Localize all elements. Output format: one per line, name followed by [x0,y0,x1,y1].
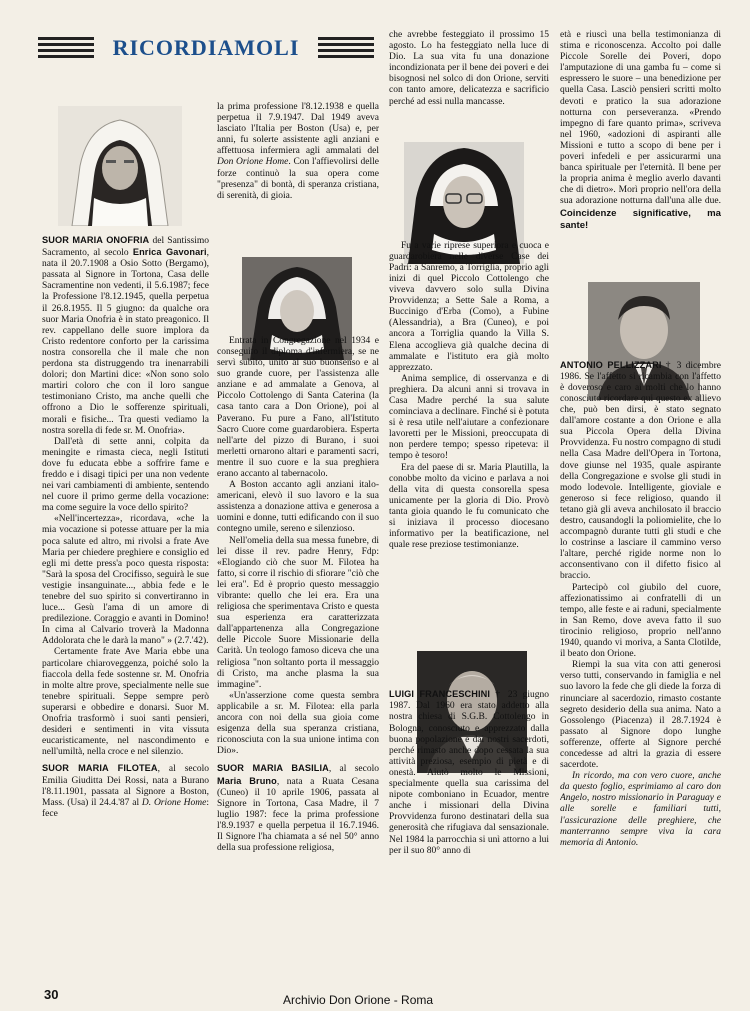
name-luigi-franceschini: LUIGI FRANCESCHINI [389,689,491,700]
obituary-luigi-franceschini: LUIGI FRANCESCHINI † 23 giugno 1987. Dal 1960 era stato addetto alla nostra chiesa di S.G.B. Cottolengo in Bologna, conosciuto e apprezzato dalla buona popolazione e dai nostri sacerdoti, perché rimasto anche dopo cessata la sua attività preziosa, esempio di pietà e di onestà. Aiutò molto le Missioni, specialmente quella sua carissima del nipote comboniano in Ecuador, mentre anche i missionari della Divina Provvidenza furono destinatari della sua generosità che rifugiava dal sensazionale. Nel 1984 la parrocchia si unì attorno a lui per il suo 80° anno di [389,689,549,856]
closing-dedication: In ricordo, ma con vero cuore, anche da questo foglio, esprimiamo al caro don Angelo, nostro missionario in Paraguay e alle sorelle e familiari tutti, l'assicurazione delle preghiere, che manterranno sempre viva la cara memoria di Antonio. [560,771,721,848]
paragraph: Nell'omelia della sua messa funebre, di lei disse il rev. padre Henry, Fdp: «Elogiando ciò che suor M. Filotea ha fatto, si corre il rischio di sfiorare "ciò che lei era". Ed è proprio questo messaggio vibrante: quello che lei era. Era una religiosa che sperimentava Cristo e questa sua esperienza era caratterizzata dall'appartenenza alla Congregazione delle Piccole Suore Missionarie della Carità. Un teologo famoso diceva che una religiosa "non soltanto porta il messaggio di Cristo, ma anche plasma la sua immagine". [217,535,379,690]
section-header [38,34,372,62]
photo-spacer [389,551,549,689]
paragraph: Anima semplice, di osservanza e di preghiera. Da alcuni anni si trovava in Casa Madre perché la sua salute cominciava a declinare. Finché si è potuta si è resa utile nell'aiutare a confezionare lavoretti per le Missioni, preoccupata di non perdere tempo; spesso ripeteva: il tempo è tesoro! [389,373,549,462]
paragraph: «Un'asserzione come questa sembra applicabile a sr. M. Filotea: ella parla ancora con noi della sua gioia come esigenza della sua speranza cristiana, riconosciuta con la sua unione intima con Dio». [217,690,379,757]
photo-spacer [389,108,549,241]
page-number: 30 [44,987,59,1002]
obituary-antonio-pellizzari: ANTONIO PELLIZZARI † 3 dicembre 1986. Se l'affetto si ricambia con l'affetto è doveroso e caro ai molti che lo hanno conosciuto ricordare qui questo ex allievo che, può ben dirsi, è stato segnato dall'amore costante a don Orione e alla sua Piccola Opera della Divina Provvidenza. Fu nostro compagno di studi nella Casa Madre dell'Opera in Tortona, dove giunse nel 1935, quale aspirante della Congregazione e svolse gli studi in modo lodevole. Intelligente, gioviale e generoso si fece religioso, quando il tetano già gli aveva anchilosato il braccio destro, causandogli la poliomielite, che lo accompagnò durante tutti gli studi e che lo costrinse a lasciare il cammino verso l'altare, perché rigide norme non lo acconsentivano con il difetto fisico al braccio. [560,359,721,582]
paragraph: Era del paese di sr. Maria Plautilla, la conobbe molto da vicino e parlava a noi della vita di questa consorella spesa unicamente per la gloria di Dio. Provò tanta gioia quando le fu comunicato che si iniziava il processo diocesano informativo per la beatificazione, nel quale rese preziose testimonianze. [389,462,549,551]
column-4 [560,30,721,980]
secular-name: Maria Bruno [217,775,277,786]
paragraph: Riempì la sua vita con atti generosi verso tutti, conservando in famiglia e nel suo lavoro la fede che gli diede la forza di rinunciare al sacerdozio, rimasto costante segreto desiderio della sua anima. Nato a Gossolengo (Piacenza) il 28.7.1924 è passato al Signore dopo lunghe sofferenze, offerte al Signore perché concedesse ad altri la grazia di essere sacerdote. [560,660,721,771]
paragraph: Partecipò col giubilo del cuore, affezionatissimo ai confratelli di un tempo, alle feste e ai raduni, specialmente in San Remo, dove aveva fatto il suo tirocinio religioso, proprio nell'anno 1940, quando vi moriva, a Santa Clotilde, il beato don Orione. [560,582,721,660]
paragraph: A Boston accanto agli anziani italo-americani, elevò il suo lavoro e la sua assistenza a donazione attiva e generosa a uomini e donne, tutti edificando con il suo contegno umile, sereno e silenzioso. [217,480,379,535]
column-3 [389,30,549,980]
paragraph: Entrata in Congregazione nel 1934 e conseguito il diploma d'infermiera, se ne servì subito, unito al suo buonsenso e al suo grande cuore, per l'assistenza alle anziane e ad ammalate a Genova, al Piccolo Cottolengo di Santa Caterina (la casa tanto cara a Don Orione), poi al Paverano. Fu pure a Fano, all'Istituto Sacro Cuore come guardarobiera. Esperta nell'arte del pizzo di Burano, i suoi merletti ornarono altari e paramenti sacri, mentre il suo cuore e la sua preghiera erano accanto al tabernacolo. [217,335,379,479]
paragraph: «Nell'incertezza», ricordava, «che la mia vocazione si potesse attuare per la mia poca salute ed altro, mi rivolsi a frate Ave Maria per chiedere preghiere e consiglio ed egli mi dette press'a poco questa risposta: "Sarà la sposa del Crocifisso, seguirà le sue vestigie insanguinate..., abbia fede e le tenebre del suo spirito si convertiranno in luce... Gesù l'ama di un amore di predilezione. Coraggio e avanti in Domino! In cima al Calvario troverà la Madonna Addolorata che le darà la mano" » (2.7.'42). [42,514,209,647]
header-rule-left [38,37,94,59]
secular-name: Enrica Gavonari [132,247,207,258]
paragraph: Fu a varie riprese superiora e cuoca e guardarobiera nelle diverse Case dei Padri: a Sanremo, a Torriglia, proprio agli inizi di quel Piccolo Cottolengo che viveva davvero solo sulla Divina Provvidenza; a Sette Sale a Roma, a Buccinigo d'Erba (Como), a Fubine (Alessandria), a Bra (Cuneo), e poi ancora a Torriglia quando la Villa S. Elena accoglieva già qualche decina di ammalate e l'istituto era già molto apprezzato. [389,240,549,373]
paragraph: la prima professione l'8.12.1938 e quella perpetua il 7.9.1947. Dal 1949 aveva lasciato l'Italia per Boston (Usa) e, per anni, fu solerte assistente agli anziani e affettuosa infermiera agli ammalati del Don Orione Home. Con l'affievolirsi delle forze continuò la sua opera come "presenza" di bontà, di speranza cristiana, di serenità, di gioia. [217,102,379,201]
header-rule-right [318,37,374,59]
paragraph: Certamente frate Ave Maria ebbe una particolare chiaroveggenza, poiché solo la fiaccola della fede sostenne sr. M. Onofria in molte altre prove, specialmente nelle sue tenebre spirituali. Seppe sempre però superarsi e obbedire e donarsi. Suor M. Onofria trasformò i suoi santi pensieri, desideri e sentimenti in vita vissuta eucaristicamente, nel nascondimento e nell'umiltà, nella croce e nel silenzio. [42,647,209,758]
column-1 [42,235,209,980]
name-suor-maria-basilia: SUOR MARIA BASILIA [217,763,329,774]
archive-footer: Archivio Don Orione - Roma [283,993,434,1007]
section-title: RICORDIAMOLI [112,35,300,60]
obituary-suor-maria-onofria: SUOR MARIA ONOFRIA del Santissimo Sacramento, al secolo Enrica Gavonari, nata il 20.7.1908 a Osio Sotto (Bergamo), passata al Signore in Tortona, Casa delle Sacramentine non vedenti, il 5.6.1987; fece la Professione l'8.12.1945, quella perpetua il 26.8.1955. Il 5 giugno: da qualche ora suor Maria Onofria è in stato preagonico. Il rev. cappellano delle suore implora da Cristo redentore conforto per la carissima nostra consorella che il male che non perdona sta distruggendo tra inenarrabili dolori; don Martini dice: «Non sono solo martiri coloro che con il loro sangue testimoniano Cristo, ma anche quelli che offrono a Dio le sofferenze spirituali, morali e fisiche... Tra questi vediamo la nostra sorella di fede sr. M. Onofria». [42,235,209,436]
photo-spacer [560,232,721,360]
photo-spacer [217,202,379,336]
name-antonio-pellizzari: ANTONIO PELLIZZARI [560,359,662,370]
photo-suor-maria-onofria [58,106,182,226]
name-suor-maria-onofria: SUOR MARIA ONOFRIA [42,235,150,245]
paragraph: Dall'età di sette anni, colpita da meningite e rimasta cieca, negli Istituti dove fu educata ebbe a soffrire fame e freddo e i disagi tipici per una non vedente nei vari cambiamenti di ambiente, sentendo nel cuore il primo germe della vocazione: ma come seguire la voce dello spirito? [42,436,209,514]
column-2 [217,102,379,982]
obituary-suor-maria-filotea: SUOR MARIA FILOTEA, al secolo Emilia Giuditta Dei Rossi, nata a Burano l'8.11.1901, passata al Signore a Boston, Mass. (Usa) il 24.4.'87 al D. Orione Home: fece [42,763,209,819]
paragraph: età e riuscì una bella testimonianza di stima e riconoscenza. Accolto poi dalle Piccole Sorelle dei Poveri, dopo l'amputazione di una gamba fu – come si espressero le suore – una benedizione per quella Casa. Lasciò pensieri scritti molto devoti e pratico la sua adorazione notturna con perseveranza. «Prendo impegno di fare quanto prima», scriveva nel 1960, «adozioni di aspiranti alle Missioni e tutto a scopo di bene per i poveri infedeli e per assicurarmi una banca spirituale per l'eternità. Il bene per la propria anima è meglio averlo davanti che di dietro». Morì proprio nell'ora della sua adorazione notturna dall'una alle due. Coincidenze significative, ma sante! [560,30,721,231]
obituary-suor-maria-basilia: SUOR MARIA BASILIA, al secolo Maria Bruno, nata a Ruata Cesana (Cuneo) il 10 aprile 1906, passata al Signore in Tortona, Casa Madre, il 7 luglio 1987: fece la prima professione l'8.9.1937 e quella perpetua il 16.7.1946. Il Signore l'ha chiamata a sé nel 50° anno della sua professione religiosa, [217,763,379,854]
paragraph: che avrebbe festeggiato il prossimo 15 agosto. Lo ha festeggiato nella luce di Dio. La sua vita fu una donazione incondizionata per il bene dei poveri e dei bisognosi nel solco di don Orione, serviti con tanto amore, delicatezza e sacrificio perché ad essi nulla mancasse. [389,30,549,107]
name-suor-maria-filotea: SUOR MARIA FILOTEA [42,763,158,774]
